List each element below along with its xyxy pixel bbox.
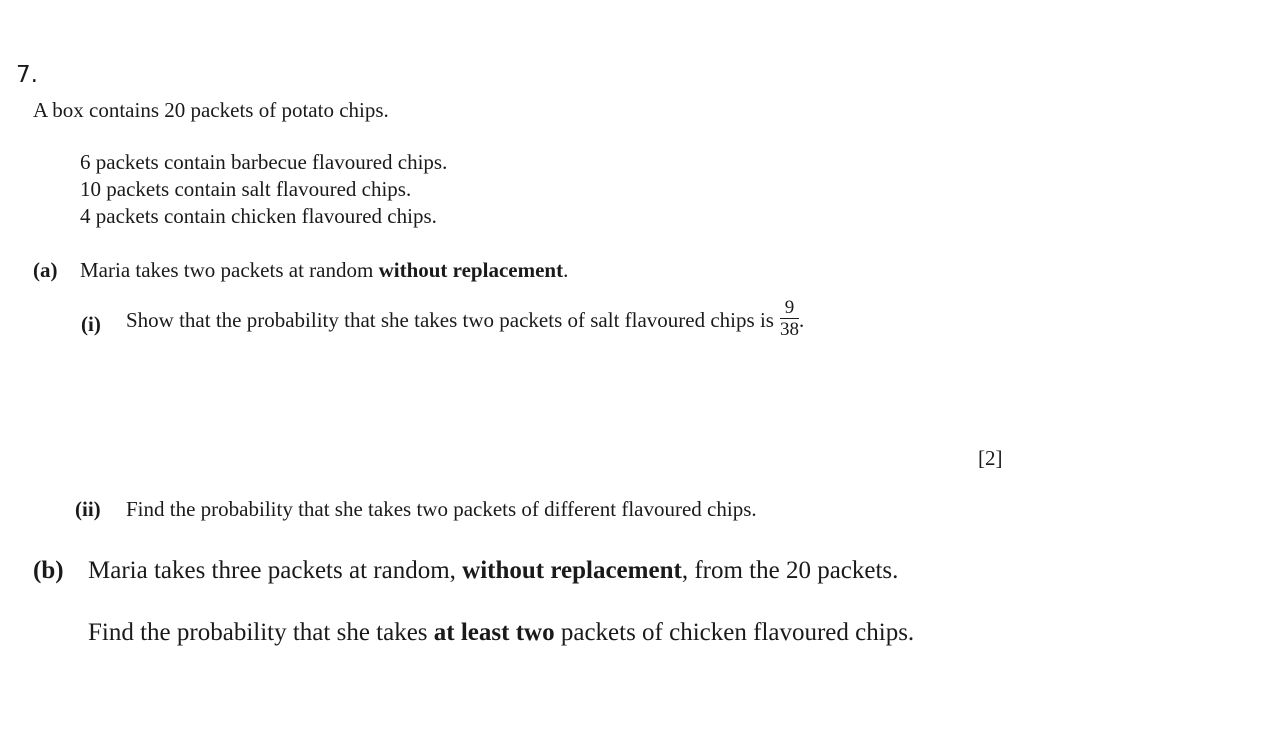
contents-line-salt: 10 packets contain salt flavoured chips. <box>80 177 412 201</box>
part-b-line-2-start: Find the probability that she takes <box>88 619 434 646</box>
part-a-ii-label: (ii) <box>75 497 101 521</box>
part-a-text-bold: without replacement <box>378 258 564 282</box>
question-intro: A box contains 20 packets of potato chips. <box>33 98 389 122</box>
part-b-line-2 <box>88 619 914 647</box>
part-b-line-1-bold: without replacement <box>462 557 682 584</box>
fraction-numerator: 9 <box>780 298 799 319</box>
part-a-i-label: (i) <box>81 312 101 336</box>
probability-fraction <box>780 298 799 339</box>
question-number: 7. <box>16 62 38 88</box>
contents-line-barbecue: 6 packets contain barbecue flavoured chips. <box>80 150 448 174</box>
contents-line-chicken: 4 packets contain chicken flavoured chips. <box>80 204 437 228</box>
part-a-i-end: . <box>798 308 805 332</box>
part-a-ii-text: Find the probability that she takes two packets of different flavoured chips. <box>126 497 757 521</box>
marks-indicator: [2] <box>978 446 1003 470</box>
part-a-text-end: . <box>563 258 569 282</box>
part-b-label: (b) <box>33 557 64 584</box>
part-a-i-text <box>126 297 805 341</box>
part-b-line-1 <box>88 557 898 585</box>
part-b-line-2-end: packets of chicken flavoured chips. <box>554 619 915 646</box>
part-a-text-start: Maria takes two packets at random <box>80 258 379 282</box>
part-a-label: (a) <box>33 258 58 282</box>
part-a-i-statement: Show that the probability that she takes two packets of salt flavoured chips is <box>126 308 774 332</box>
fraction-denominator: 38 <box>779 319 799 340</box>
part-b-line-2-bold: at least two <box>433 619 555 646</box>
part-a-text <box>80 258 568 283</box>
part-b-line-1-end: , from the 20 packets. <box>681 557 899 584</box>
part-b-line-1-start: Maria takes three packets at random, <box>88 557 463 584</box>
